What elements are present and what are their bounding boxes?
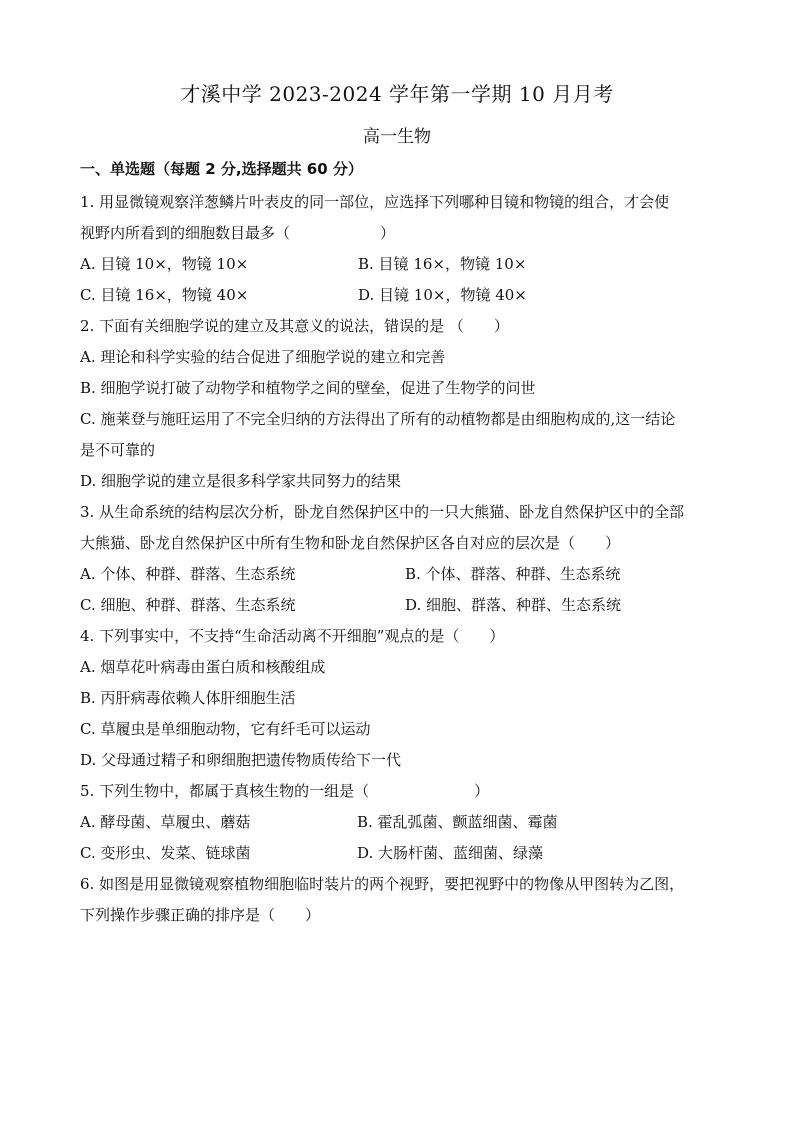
- q3-options-row-1: [80, 559, 720, 590]
- q5-stem: 5. 下列生物中，都属于真核生物的一组是（ ）: [80, 782, 490, 800]
- q3-option-c: C. 细胞、种群、群落、生态系统: [80, 596, 296, 614]
- q5-option-d: D. 大肠杆菌、蓝细菌、绿藻: [357, 844, 544, 862]
- q1-option-b: B. 目镜 16×，物镜 10×: [358, 255, 527, 273]
- q3-option-a: A. 个体、种群、群落、生态系统: [80, 565, 296, 583]
- q5-options-row-1: [80, 807, 720, 838]
- q4-stem: 4. 下列事实中，不支持“生命活动离不开细胞”观点的是（ ）: [80, 627, 505, 645]
- q2-stem: 2. 下面有关细胞学说的建立及其意义的说法，错误的是 （ ）: [80, 317, 509, 335]
- q3-stem-line-2: 大熊猫、卧龙自然保护区中所有生物和卧龙自然保护区各自对应的层次是（ ）: [80, 534, 621, 552]
- q6-stem-line-2: 下列操作步骤正确的排序是（ ）: [80, 906, 321, 924]
- q3-options-row-2: [80, 590, 720, 621]
- q2-option-c: C. 施莱登与施旺运用了不完全归纳的方法得出了所有的动植物都是由细胞构成的,这一结论: [80, 410, 676, 428]
- q3-stem-line-1: 3. 从生命系统的结构层次分析，卧龙自然保护区中的一只大熊猫、卧龙自然保护区中的全部: [80, 503, 685, 521]
- q6-stem-line-1: 6. 如图是用显微镜观察植物细胞临时装片的两个视野，要把视野中的物像从甲图转为乙图，: [80, 875, 685, 893]
- q5-option-b: B. 霍乱弧菌、颤蓝细菌、霉菌: [357, 813, 558, 831]
- q2-option-b: B. 细胞学说打破了动物学和植物学之间的壁垒，促进了生物学的问世: [80, 379, 536, 397]
- q2-option-d: D. 细胞学说的建立是很多科学家共同努力的结果: [80, 472, 402, 490]
- q4-option-c: C. 草履虫是单细胞动物，它有纤毛可以运动: [80, 720, 371, 738]
- q4-option-b: B. 丙肝病毒依赖人体肝细胞生活: [80, 689, 296, 707]
- exam-title: 才溪中学 2023-2024 学年第一学期 10 月月考: [180, 82, 614, 106]
- q2-option-a: A. 理论和科学实验的结合促进了细胞学说的建立和完善: [80, 348, 446, 366]
- q1-stem-line-1: 1. 用显微镜观察洋葱鳞片叶表皮的同一部位，应选择下列哪种目镜和物镜的组合，才会使: [80, 193, 670, 211]
- q5-option-a: A. 酵母菌、草履虫、蘑菇: [80, 813, 251, 831]
- questions-body: [80, 187, 720, 931]
- q5-option-c: C. 变形虫、发菜、链球菌: [80, 844, 251, 862]
- q1-stem-line-2: 视野内所看到的细胞数目最多（ ）: [80, 224, 396, 242]
- q1-option-a: A. 目镜 10×，物镜 10×: [80, 255, 249, 273]
- q1-option-d: D. 目镜 10×，物镜 40×: [358, 286, 527, 304]
- q1-options-row-2: [80, 280, 720, 311]
- q1-option-c: C. 目镜 16×，物镜 40×: [80, 286, 249, 304]
- q2-option-c-cont: 是不可靠的: [80, 441, 156, 459]
- q4-option-d: D. 父母通过精子和卵细胞把遗传物质传给下一代: [80, 751, 402, 769]
- q3-option-d: D. 细胞、群落、种群、生态系统: [405, 596, 622, 614]
- q3-option-b: B. 个体、群落、种群、生态系统: [405, 565, 621, 583]
- q4-option-a: A. 烟草花叶病毒由蛋白质和核酸组成: [80, 658, 326, 676]
- q5-options-row-2: [80, 838, 720, 869]
- exam-subject: 高一生物: [363, 127, 431, 147]
- q1-options-row-1: [80, 249, 720, 280]
- section-heading: 一、单选题（每题 2 分,选择题共 60 分）: [80, 160, 363, 178]
